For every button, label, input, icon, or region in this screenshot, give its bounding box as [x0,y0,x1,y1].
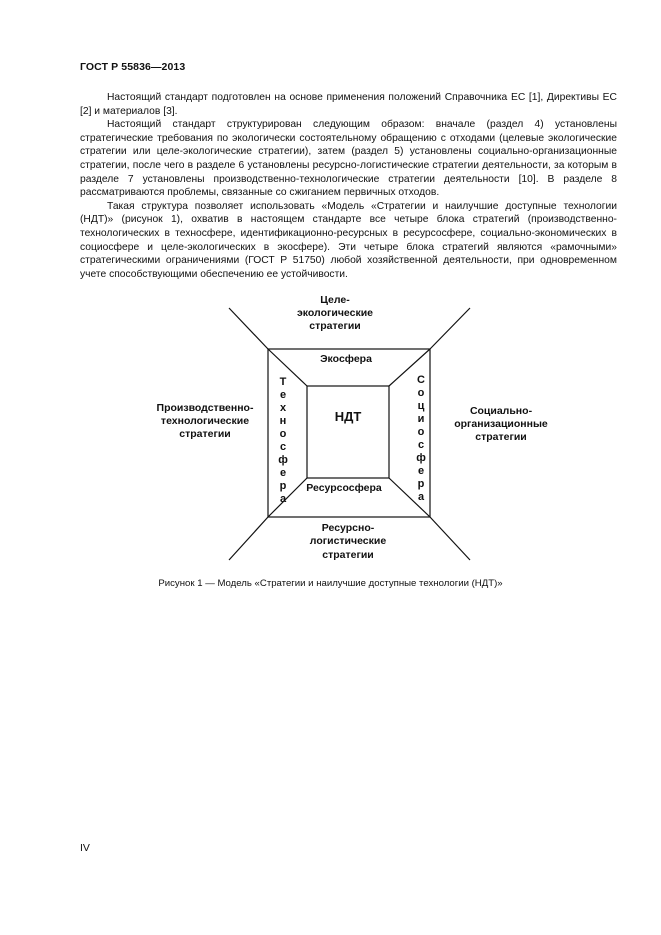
diagonal-line [229,308,268,349]
sociosphere-letter: и [417,413,425,425]
sociosphere-letter: о [417,387,425,399]
corner-line [268,478,307,517]
bottom-label-line: Ресурсно- [321,522,375,534]
inner-square [307,386,389,478]
top-label-line: экологические [296,307,374,319]
technosphere-letter: е [279,389,287,401]
technosphere-letter: Т [279,376,287,388]
diagonal-line [430,308,470,349]
technosphere-letter: о [279,428,287,440]
ecosphere-label: Экосфера [320,353,372,365]
paragraph: Такая структура позволяет использовать «Модель «Стратегии и наилучшие доступные технологии (НДТ)» (рисунок 1), охватив в настоящем стандарте все четыре блока стратегий (производственно-технологических в техносфере, идентификационно-ресурсных в ресурсосфере, социально-экономических в социосфере и целе-экологических в экосфере). Эти четыре блока стратегий являются «рамочными» стратегическими ограничениями (ГОСТ Р 51750) любой хозяйственной деятельности, при одновременном учете способствующими обеспечению ее устойчивости. [80,200,617,280]
document-header: ГОСТ Р 55836—2013 [80,61,186,73]
sociosphere-letter: С [417,374,425,386]
bottom-label-line: логистические [309,535,387,547]
left-label-line: технологические [160,415,250,427]
technosphere-letter: р [279,480,287,492]
sociosphere-letter: р [417,478,425,490]
technosphere-letter: е [279,467,287,479]
left-label-line: Производственно- [156,402,254,414]
paragraph: Настоящий стандарт подготовлен на основе применения положений Справочника ЕС [1], Директивы ЕС [2] и материалов [3]. [80,92,617,117]
sociosphere-letter: а [417,491,425,503]
resourcesphere-label: Ресурсосфера [306,482,382,494]
technosphere-letter: а [279,493,287,505]
technosphere-letter: н [279,415,287,427]
corner-line [268,349,307,386]
right-label-line: стратегии [475,431,527,443]
sociosphere-letter: с [417,439,425,451]
technosphere-letter: х [279,402,287,414]
top-label-line: Целе- [320,294,350,306]
sociosphere-letter: ц [417,400,425,412]
page-number: IV [80,842,90,854]
sociosphere-letter: е [417,465,425,477]
left-label-line: стратегии [179,428,231,440]
diagonal-line [229,517,268,560]
bottom-label-line: стратегии [322,549,374,561]
technosphere-letter: с [279,441,287,453]
top-label-line: стратегии [309,320,361,332]
right-label-line: организационные [454,418,548,430]
technosphere-letter: ф [278,454,288,466]
right-label-line: Социально- [469,405,533,417]
diagonal-line [430,517,470,560]
figure-caption: Рисунок 1 — Модель «Стратегии и наилучшие доступные технологии (НДТ)» [158,578,503,589]
sociosphere-letter: о [417,426,425,438]
sociosphere-letter: ф [416,452,426,464]
paragraph: Настоящий стандарт структурирован следующим образом: вначале (раздел 4) установлены стратегические требования по экологически состоятельному обращению с отходами (целевые экологические стратегии или целе-экологические стратегии), затем (раздел 5) установлены социально-организационные стратегии, после чего в разделе 6 установлены ресурсно-логистические стратегии деятельности, за которым в разделе 7 установлены производственно-технологические стратегии деятельности [10]. В разделе 8 рассматриваются проблемы, связанные со сжиганием первичных отходов. [80,119,617,199]
center-label: НДТ [334,409,362,424]
